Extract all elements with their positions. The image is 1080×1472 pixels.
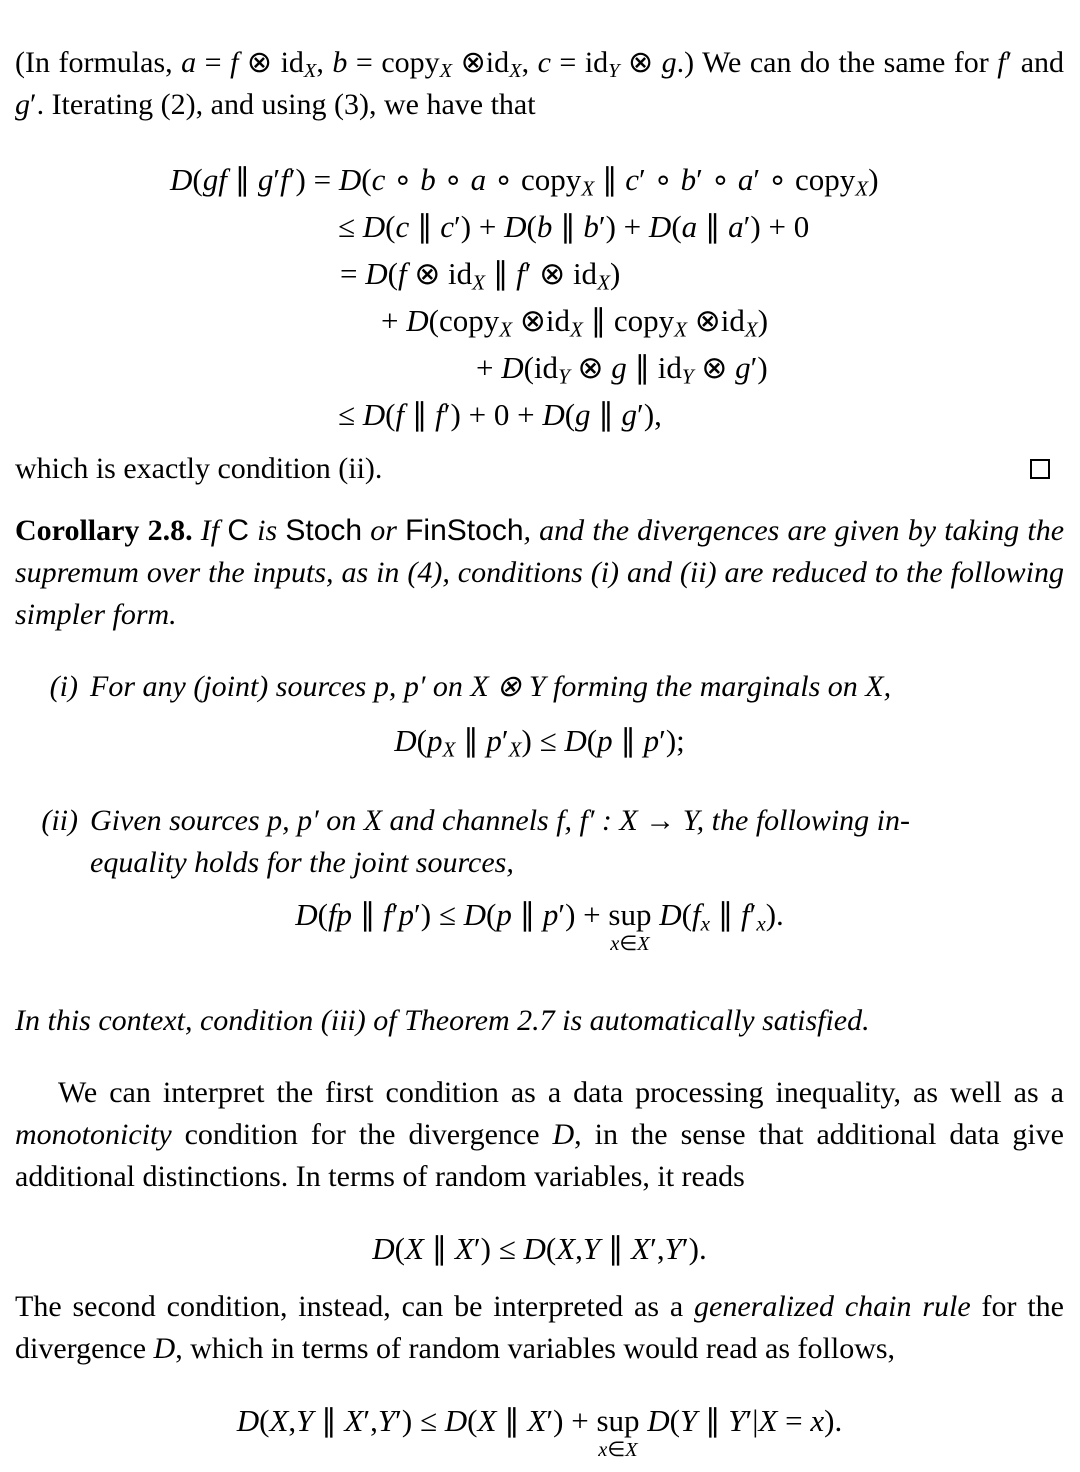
- corollary-2-8: [15, 510, 1064, 636]
- marginals-equation: $D(p_X$ ∥ $p'_X) \le D(p$ ∥ p′);: [394, 723, 685, 762]
- derivation-equation: [15, 156, 1064, 438]
- qed-text: which is exactly condition (ii).: [15, 452, 383, 485]
- context-note: In this context, condition (iii) of Theorem 2.7 is automatically satisfied.: [15, 1004, 870, 1037]
- item-i: [15, 666, 1064, 708]
- chain-rule-equation: D(X,Y ∥ X′,Y′) ≤ D(X ∥ X′) + sup x∈X D(Y ∥ Y′|X = x).: [236, 1403, 843, 1462]
- corollary-label: Corollary 2.8.: [15, 514, 193, 547]
- item-i-body: For any (joint) sources p, p′ on X ⊗ Y forming the marginals on X,: [90, 670, 892, 703]
- derivation-line-3: = D(f ⊗ $id_X$ ∥ f′ ⊗ $id_X$): [340, 256, 621, 295]
- second-condition-paragraph: The second condition, instead, can be interpreted as a generalized chain rule for the divergence D, which in terms of random variables would read as follows,: [15, 1290, 1064, 1365]
- chain-inequality-equation: D(fp ∥ f′p′) ≤ D(p ∥ p′) + sup x∈X $D(f_x$ ∥ $f'_x$).: [295, 897, 784, 956]
- qed-box: [1030, 459, 1050, 479]
- item-ii-body: Given sources p, p′ on X and channels f, f′ : X → Y, the following in- equality holds for the joint sources,: [90, 804, 911, 879]
- interpretation-paragraph: We can interpret the first condition as a data processing inequality, as well as a monotonicity condition for the divergence D, in the sense that additional data give additional distinctions. In terms of random variables, it reads: [15, 1076, 1065, 1193]
- item-i-label: (i): [49, 670, 78, 703]
- derivation-line-6: ≤ D(f ∥ f′) + 0 + D(g ∥ g′),: [338, 397, 662, 432]
- item-ii: [15, 800, 1064, 884]
- intro-paragraph: (In formulas, a = f ⊗ $id_X$, b = copy$_X$ $\otimes id_X$, $c = id_Y$ ⊗ g.) We can do the same for f′ and g′. Iterating (2), and using (3), we have that: [15, 46, 1065, 121]
- derivation-line-4: + D(copy$_X$ $\otimes id_X$ ∥ copy$_X$ $\otimes id_X$): [381, 303, 769, 342]
- derivation-line-2: ≤ D(c ∥ c′) + D(b ∥ b′) + D(a ∥ a′) + 0: [338, 209, 810, 244]
- corollary-body: If C is Stoch or FinStoch, and the divergences are given by taking the supremum over the inputs, as in (4), conditions (i) and (ii) are reduced to the following simpler form.: [15, 514, 1065, 631]
- dpi-equation: D(X ∥ X′) ≤ D(X,Y ∥ X′,Y′).: [372, 1231, 707, 1266]
- derivation-line-1: D(gf ∥ g′f′) = D(c ∘ b ∘ a ∘ copy$_X$ ∥ c′ ∘ b′ ∘ a′ ∘ copy$_X$): [170, 162, 879, 201]
- item-ii-label: (ii): [41, 804, 78, 837]
- qed-paragraph: [15, 448, 1064, 490]
- derivation-line-5: + $D(id_Y$ ⊗ g ∥ $id_Y$ ⊗ g′): [476, 350, 768, 389]
